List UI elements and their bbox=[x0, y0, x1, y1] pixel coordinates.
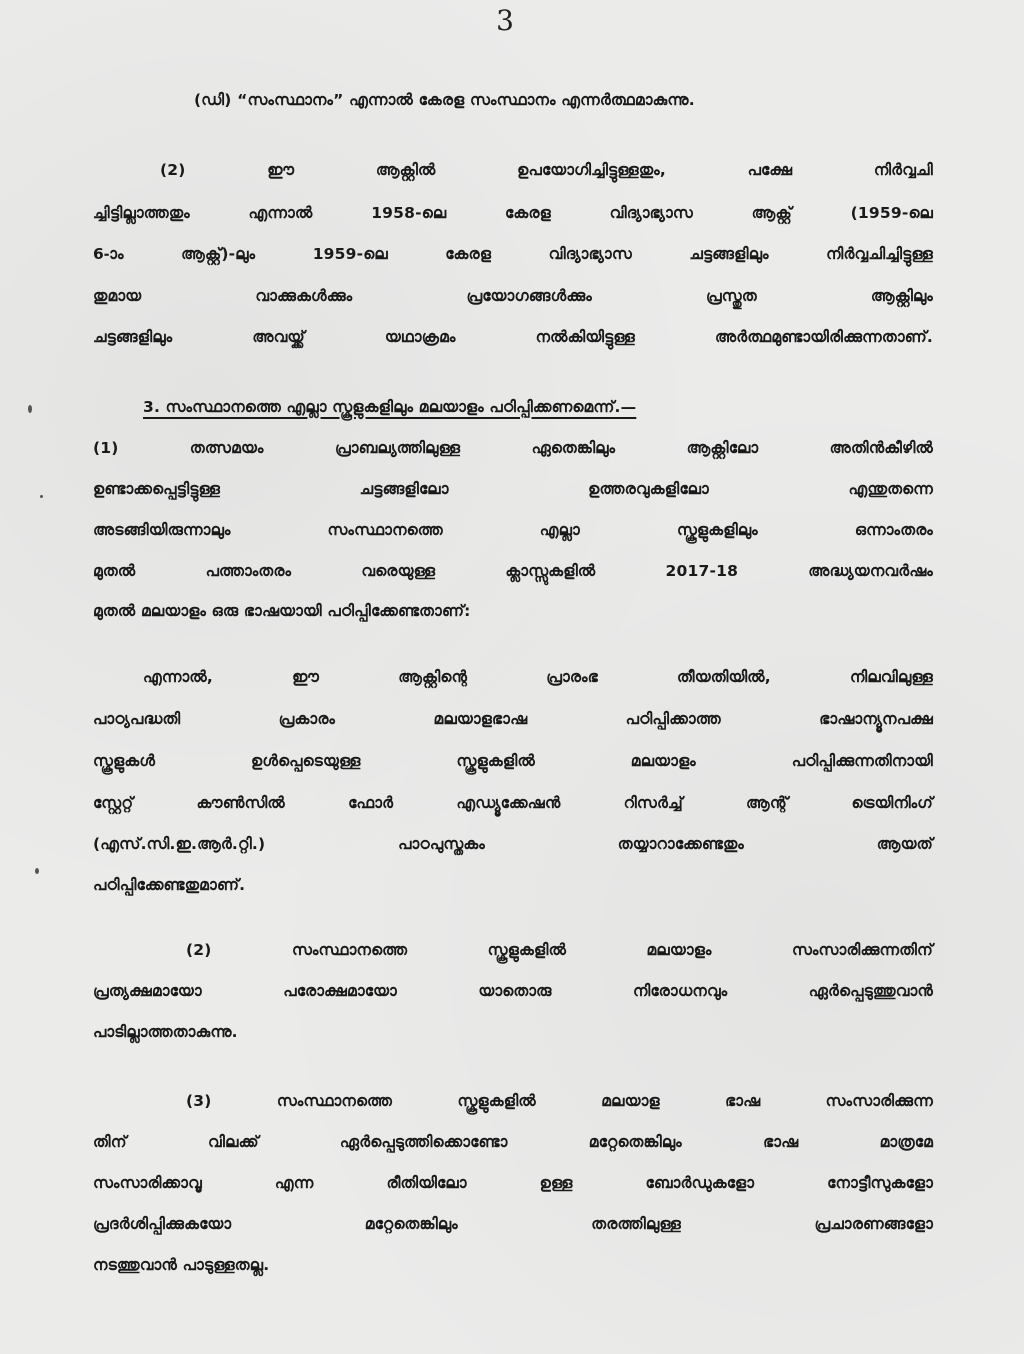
scan-speck bbox=[35, 868, 39, 874]
paragraph-line: പാടില്ലാത്തതാകുന്നു. bbox=[93, 1023, 238, 1041]
paragraph-line: ഉണ്ടാക്കപ്പെട്ടിട്ടുള്ള ചട്ടങ്ങളിലോ ഉത്തരവുകളിലോ എന്തുതന്നെ bbox=[93, 480, 933, 498]
paragraph-line: സംസാരിക്കാവൂ എന്ന രീതിയിലോ ഉള്ള ബോർഡുകളോ നോട്ടീസുകളോ bbox=[93, 1174, 933, 1192]
paragraph-line: 6-ാം ആക്റ്റ്)-ലും 1959-ലെ കേരള വിദ്യാഭ്യാസ ചട്ടങ്ങളിലും നിർവ്വചിച്ചിട്ടുള്ള bbox=[93, 245, 933, 263]
paragraph-line: അടങ്ങിയിരുന്നാലും സംസ്ഥാനത്തെ എല്ലാ സ്കൂളുകളിലും ഒന്നാംതരം bbox=[93, 521, 933, 539]
paragraph-line: മുതൽ മലയാളം ഒരു ഭാഷയായി പഠിപ്പിക്കേണ്ടതാണ്: bbox=[93, 602, 471, 620]
paragraph-line: എന്നാൽ, ഈ ആക്റ്റിന്റെ പ്രാരംഭ തീയതിയിൽ, നിലവിലുള്ള bbox=[143, 668, 933, 686]
definition-d: (ഡി) “സംസ്ഥാനം” എന്നാൽ കേരള സംസ്ഥാനം എന്നർത്ഥമാകുന്നു. bbox=[194, 91, 695, 109]
section-3-heading: 3. സംസ്ഥാനത്തെ എല്ലാ സ്കൂളുകളിലും മലയാളം പഠിപ്പിക്കണമെന്ന്.— bbox=[143, 398, 637, 416]
scan-speck bbox=[28, 405, 32, 413]
paragraph-line: പ്രദർശിപ്പിക്കുകയോ മറ്റേതെങ്കിലും തരത്തിലുള്ള പ്രചാരണങ്ങളോ bbox=[93, 1215, 933, 1233]
paragraph-line: പ്രത്യക്ഷമായോ പരോക്ഷമായോ യാതൊരു നിരോധനവും ഏർപ്പെടുത്തുവാൻ bbox=[93, 982, 933, 1000]
paragraph-line: തുമായ വാക്കുകൾക്കും പ്രയോഗങ്ങൾക്കും പ്രസ്തുത ആക്റ്റിലും bbox=[93, 287, 933, 305]
paragraph-line: (3) സംസ്ഥാനത്തെ സ്കൂളുകളിൽ മലയാള ഭാഷ സംസാരിക്കുന്ന bbox=[186, 1092, 933, 1110]
paragraph-line: നടത്തുവാൻ പാടുള്ളതല്ല. bbox=[93, 1256, 270, 1274]
paragraph-line: (2) ഈ ആക്റ്റിൽ ഉപയോഗിച്ചിട്ടുള്ളതും, പക്ഷേ നിർവ്വചി bbox=[160, 161, 933, 179]
paragraph-line: ചട്ടങ്ങളിലും അവയ്ക്ക് യഥാക്രമം നൽകിയിട്ടുള്ള അർത്ഥമുണ്ടായിരിക്കുന്നതാണ്. bbox=[93, 328, 933, 346]
page-number: 3 bbox=[496, 4, 514, 37]
paragraph-line: സ്റ്റേറ്റ് കൗൺസിൽ ഫോർ എഡ്യൂക്കേഷൻ റിസർച്ച് ആന്റ് ട്രെയിനിംഗ് bbox=[93, 794, 933, 812]
scan-speck bbox=[40, 495, 43, 498]
paragraph-line: (2) സംസ്ഥാനത്തെ സ്കൂളുകളിൽ മലയാളം സംസാരിക്കുന്നതിന് bbox=[186, 941, 933, 959]
paragraph-line: (എസ്.സി.ഇ.ആർ.റ്റി.) പാഠപുസ്തകം തയ്യാറാക്കേണ്ടതും ആയത് bbox=[93, 835, 933, 853]
paragraph-line: മുതൽ പത്താംതരം വരെയുള്ള ക്ലാസ്സുകളിൽ 2017-18 അദ്ധ്യയനവർഷം bbox=[93, 562, 933, 580]
paragraph-line: (1) തത്സമയം പ്രാബല്യത്തിലുള്ള ഏതെങ്കിലും ആക്റ്റിലോ അതിൻകീഴിൽ bbox=[93, 439, 933, 457]
paragraph-line: തിന് വിലക്ക് ഏർപ്പെടുത്തിക്കൊണ്ടോ മറ്റേതെങ്കിലും ഭാഷ മാത്രമേ bbox=[93, 1133, 933, 1151]
paragraph-line: പാഠ്യപദ്ധതി പ്രകാരം മലയാളഭാഷ പഠിപ്പിക്കാത്ത ഭാഷാന്യൂനപക്ഷ bbox=[93, 710, 933, 728]
paragraph-line: ച്ചിട്ടില്ലാത്തതും എന്നാൽ 1958-ലെ കേരള വിദ്യാഭ്യാസ ആക്റ്റ് (1959-ലെ bbox=[93, 204, 933, 222]
paragraph-line: സ്കൂളുകൾ ഉൾപ്പെടെയുള്ള സ്കൂളുകളിൽ മലയാളം പഠിപ്പിക്കുന്നതിനായി bbox=[93, 752, 933, 770]
paragraph-line: പഠിപ്പിക്കേണ്ടതുമാണ്. bbox=[93, 876, 246, 894]
